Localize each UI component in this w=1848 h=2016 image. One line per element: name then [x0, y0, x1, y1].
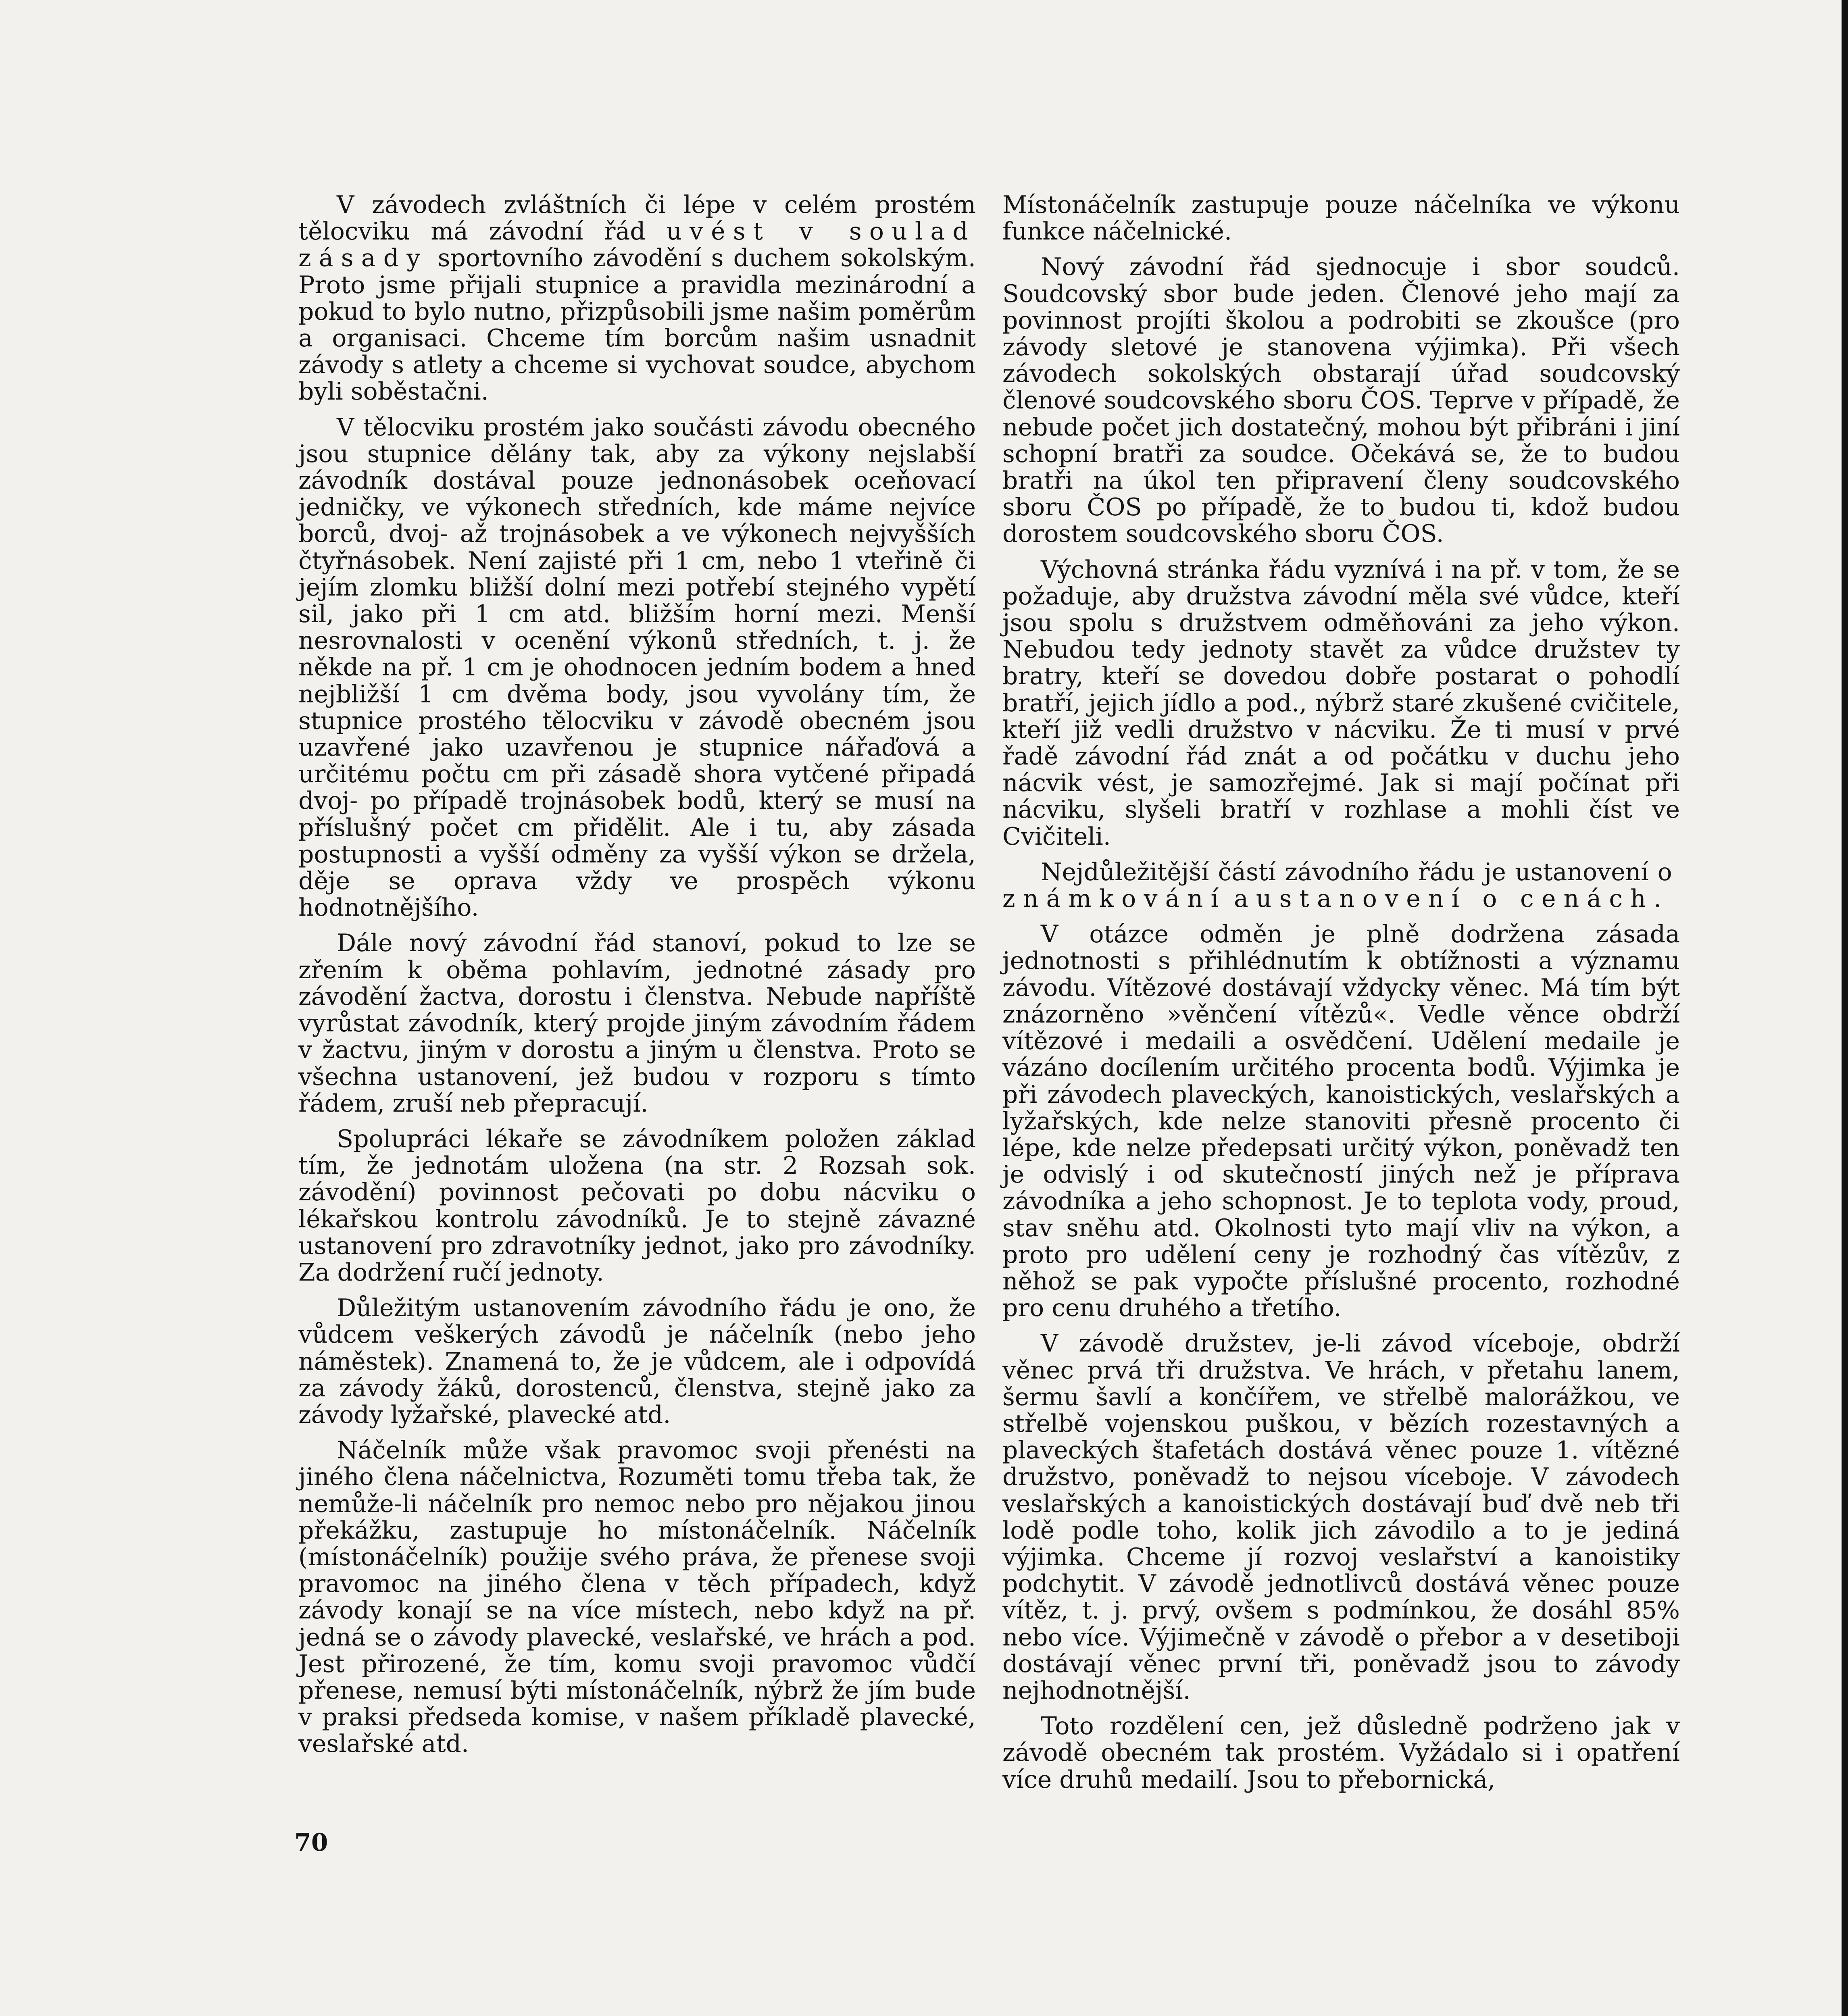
paragraph: Výchovná stránka řádu vyznívá i na př. v tom, že se požaduje, aby družstva závodní měla své vůdce, kteří jsou spolu s družstvem odměňováni za jeho výkon. Nebudou tedy jednoty stavět za vůdce družstev ty bratry, kteří se dovedou dobře postarat o pohodlí bratří, jejich jídlo a pod., nýbrž staré zkušené cvičitele, kteří již vedli družstvo v nácviku. Že ti musí v prvé řadě závodní řád znát a od počátku v duchu jeho nácvik vést, je samozřejmé. Jak si mají počínat při nácviku, slyšeli bratří v rozhlase a mohli číst ve Cvičiteli. — [1002, 555, 1680, 851]
left-column — [298, 192, 976, 1766]
spaced-emphasis: o známkování — [1002, 858, 1680, 913]
paragraph: V otázce odměn je plně dodržena zásada jednotnosti s přihlédnutím k obtížnosti a významu závodu. Vítězové dostávají vždycky věnec. Má tím být znázorněno »věnčení vítězů«. Vedle věnce obdrží vítězové i medaili a osvědčení. Udělení medaile je vázáno docílením určitého procenta bodů. Výjimka je při závodech plaveckých, kanoistických, veslařských a lyžařských, kde nelze stanoviti přesně procento či lépe, kde nelze předepsati určitý výkon, poněvadž ten je odvislý i od skutečností jiných než je příprava závodníka a jeho schopnost. Je to teplota vody, proud, stav sněhu atd. Okolnosti tyto mají vliv na výkon, a proto pro udělení ceny je rozhodný čas vítězův, z něhož se pak vypočte příslušné procento, rozhodné pro cenu druhého a třetího. — [1002, 920, 1680, 1322]
paragraph: Nový závodní řád sjednocuje i sbor soudců. Soudcovský sbor bude jeden. Členové jeho mají za povinnost projíti školou a podrobiti se zkoušce (pro závody sletové je stanovena výjimka). Při všech závodech sokolských obstarají úřad soudcovský členové soudcovského sboru ČOS. Teprve v případě, že nebude počet jich dostatečný, mohou být přibráni i jiní schopní bratři za soudce. Očekává se, že to budou bratři na úkol ten připravení členy soudcovského sboru ČOS po případě, že to budou ti, kdož budou dorostem soudcovského sboru ČOS. — [1002, 253, 1680, 548]
right-column — [1002, 192, 1680, 1802]
paragraph: Toto rozdělení cen, jež důsledně podrženo jak v závodě obecném tak prostém. Vyžádalo si i opatření více druhů medailí. Jsou to přebornická, — [1002, 1712, 1680, 1794]
spaced-emphasis: ustanovení o cenách — [1256, 885, 1654, 913]
spaced-emphasis: uvést v soulad — [666, 217, 976, 246]
paragraph: Spolupráci lékaře se závodníkem položen základ tím, že jednotám uložena (na str. 2 Rozsah sok. závodění) povinnost pečovati po dobu nácviku o lékařskou kontrolu závodníků. Je to stejně závazné ustanovení pro zdravotníky jednot, jako pro závodníky. Za dodržení ručí jednoty. — [298, 1125, 976, 1287]
paragraph: Nejdůležitější částí závodního řádu je ustanovení o známkování a ustanovení o cenách. — [1002, 858, 1680, 913]
spaced-emphasis: zásady — [298, 244, 428, 273]
scan-border-right — [1842, 0, 1848, 2016]
paragraph: V závodech zvláštních či lépe v celém prostém tělocviku má závodní řád uvést v soulad zásady sportovního závodění s duchem sokolským. Proto jsme přijali stupnice a pravidla mezinárodní a pokud to bylo nutno, přizpůsobili jsme našim poměrům a organisaci. Chceme tím borcům našim usnadnit závody s atlety a chceme si vychovat soudce, abychom byli soběstačni. — [298, 191, 976, 406]
paragraph: Místonáčelník zastupuje pouze náčelníka ve výkonu funkce náčelnické. — [1002, 191, 1680, 246]
paragraph: Dále nový závodní řád stanoví, pokud to lze se zřením k oběma pohlavím, jednotné zásady pro závodění žactva, dorostu i členstva. Nebude napříště vyrůstat závodník, který projde jiným závodním řádem v žactvu, jiným v dorostu a jiným u členstva. Proto se všechna ustanovení, jež budou v rozporu s tímto řádem, zruší neb přepracují. — [298, 929, 976, 1118]
paragraph: V tělocviku prostém jako součásti závodu obecného jsou stupnice dělány tak, aby za výkony nejslabší závodník dostával pouze jednonásobek oceňovací jedničky, ve výkonech středních, kde máme nejvíce borců, dvoj- až trojnásobek a ve výkonech nejvyšších čtyřnásobek. Není zajisté při 1 cm, nebo 1 vteřině či jejím zlomku bližší dolní mezi potřebí stejného vypětí sil, jako při 1 cm atd. bližším horní mezi. Menší nesrovnalosti v ocenění výkonů středních, t. j. že někde na př. 1 cm je ohodnocen jedním bodem a hned nejbližší 1 cm dvěma body, jsou vyvolány tím, že stupnice prostého tělocviku v závodě obecném jsou uzavřené jako uzavřenou je stupnice nářaďová a určitému počtu cm při zásadě shora vytčené připadá dvoj- po případě trojnásobek bodů, který se musí na příslušný počet cm přidělit. Ale i tu, aby zásada postupnosti a vyšší odměny za vyšší výkon se držela, děje se oprava vždy ve prospěch výkonu hodnotnějšího. — [298, 413, 976, 922]
page-number: 70 — [294, 1829, 328, 1857]
paragraph: V závodě družstev, je-li závod víceboje, obdrží věnec prvá tři družstva. Ve hrách, v přetahu lanem, šermu šavlí a končířem, ve střelbě malorážkou, ve střelbě vojenskou puškou, v bězích rozestavných a plaveckých štafetách dostává věnec pouze 1. vítězné družstvo, poněvadž to nejsou víceboje. V závodech veslařských a kanoistických dostávají buď dvě neb tři lodě podle toho, kolik jich závodilo a to je jediná výjimka. Chceme jí rozvoj veslařství a kanoistiky podchytit. V závodě jednotlivců dostává věnec pouze vítěz, t. j. prvý, ovšem s podmínkou, že dosáhl 85% nebo více. Výjimečně v závodě o přebor a v desetiboji dostávají věnec první tři, poněvadž jsou to závody nejhodnotnější. — [1002, 1329, 1680, 1705]
paragraph: Důležitým ustanovením závodního řádu je ono, že vůdcem veškerých závodů je náčelník (nebo jeho náměstek). Znamená to, že je vůdcem, ale i odpovídá za závody žáků, dorostenců, členstva, stejně jako za závody lyžařské, plavecké atd. — [298, 1294, 976, 1429]
paragraph: Náčelník může však pravomoc svoji přenésti na jiného člena náčelnictva, Rozuměti tomu třeba tak, že nemůže-li náčelník pro nemoc nebo pro nějakou jinou překážku, zastupuje ho místonáčelník. Náčelník (místonáčelník) použije svého práva, že přenese svoji pravomoc na jiného člena v těch případech, když závody konají se na více místech, nebo když na př. jedná se o závody plavecké, veslařské, ve hrách a pod. Jest přirozené, že tím, komu svoji pravomoc vůdčí přenese, nemusí býti místonáčelník, nýbrž že jím bude v praksi předseda komise, v našem příkladě plavecké, veslařské atd. — [298, 1436, 976, 1758]
